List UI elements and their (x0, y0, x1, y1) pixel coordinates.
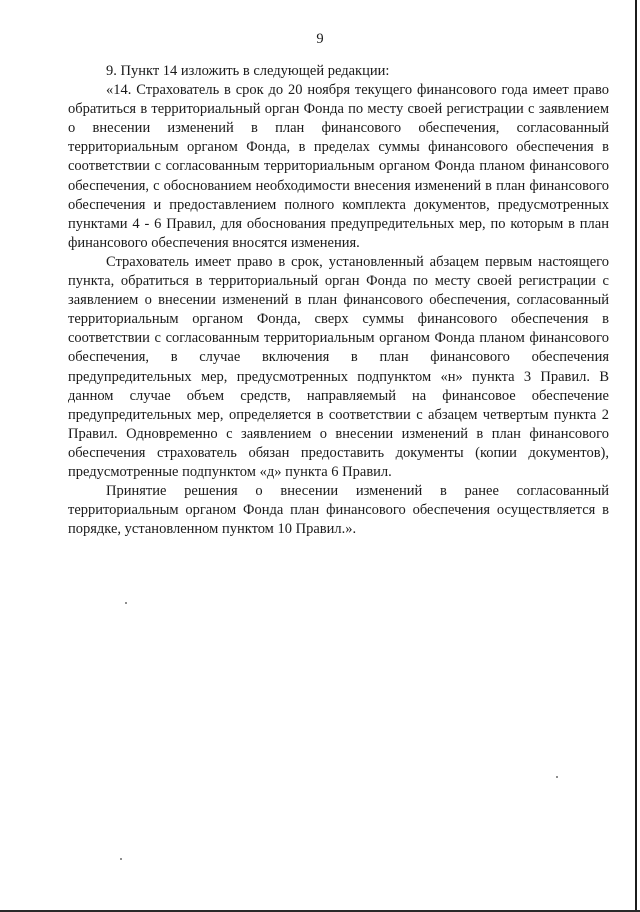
page-number: 9 (316, 31, 324, 47)
scan-speck (125, 602, 127, 604)
paragraph-clause-14: «14. Страхователь в срок до 20 ноября текущего финансового года имеет право обратиться в территориальный орган Фонда по месту своей регистрации с заявлением о внесении изменений в план финансового обеспечения, согласованный территориальным органом Фонда, в пределах суммы финансового обеспечения в соответствии с согласованным территориальным органом Фонда планом финансового обеспечения, с обоснованием необходимости внесения изменений в план финансового обеспечения и предоставлением полного комплекта документов, предусмотренных пунктами 4 - 6 Правил, для обоснования предупредительных мер, по которым в план финансового обеспечения вносятся изменения. (68, 82, 609, 251)
document-body (68, 62, 609, 539)
scan-speck (556, 776, 558, 778)
scan-speck (120, 858, 122, 860)
scan-edge-right (635, 0, 637, 912)
paragraph-item-9: 9. Пункт 14 изложить в следующей редакции: (106, 63, 390, 79)
paragraph-insurer-right: Страхователь имеет право в срок, установленный абзацем первым настоящего пункта, обратиться в территориальный орган Фонда по месту своей регистрации с заявлением о внесении изменений в план финансового обеспечения, согласованный территориальным органом Фонда, сверх суммы финансового обеспечения в соответствии с согласованным территориальным органом Фонда планом финансового обеспечения, в случае включения в план финансового обеспечения предупредительных мер, предусмотренных подпунктом «н» пункта 3 Правил. В данном случае объем средств, направляемый на финансовое обеспечение предупредительных мер, определяется в соответствии с абзацем четвертым пункта 2 Правил. Одновременно с заявлением о внесении изменений в план финансового обеспечения страхователь обязан предоставить документы (копии документов), предусмотренные подпунктом «д» пункта 6 Правил. (68, 253, 609, 480)
paragraph-decision: Принятие решения о внесении изменений в ранее согласованный территориальным органом Фонда план финансового обеспечения осуществляется в порядке, установленном пунктом 10 Правил.». (68, 483, 609, 538)
